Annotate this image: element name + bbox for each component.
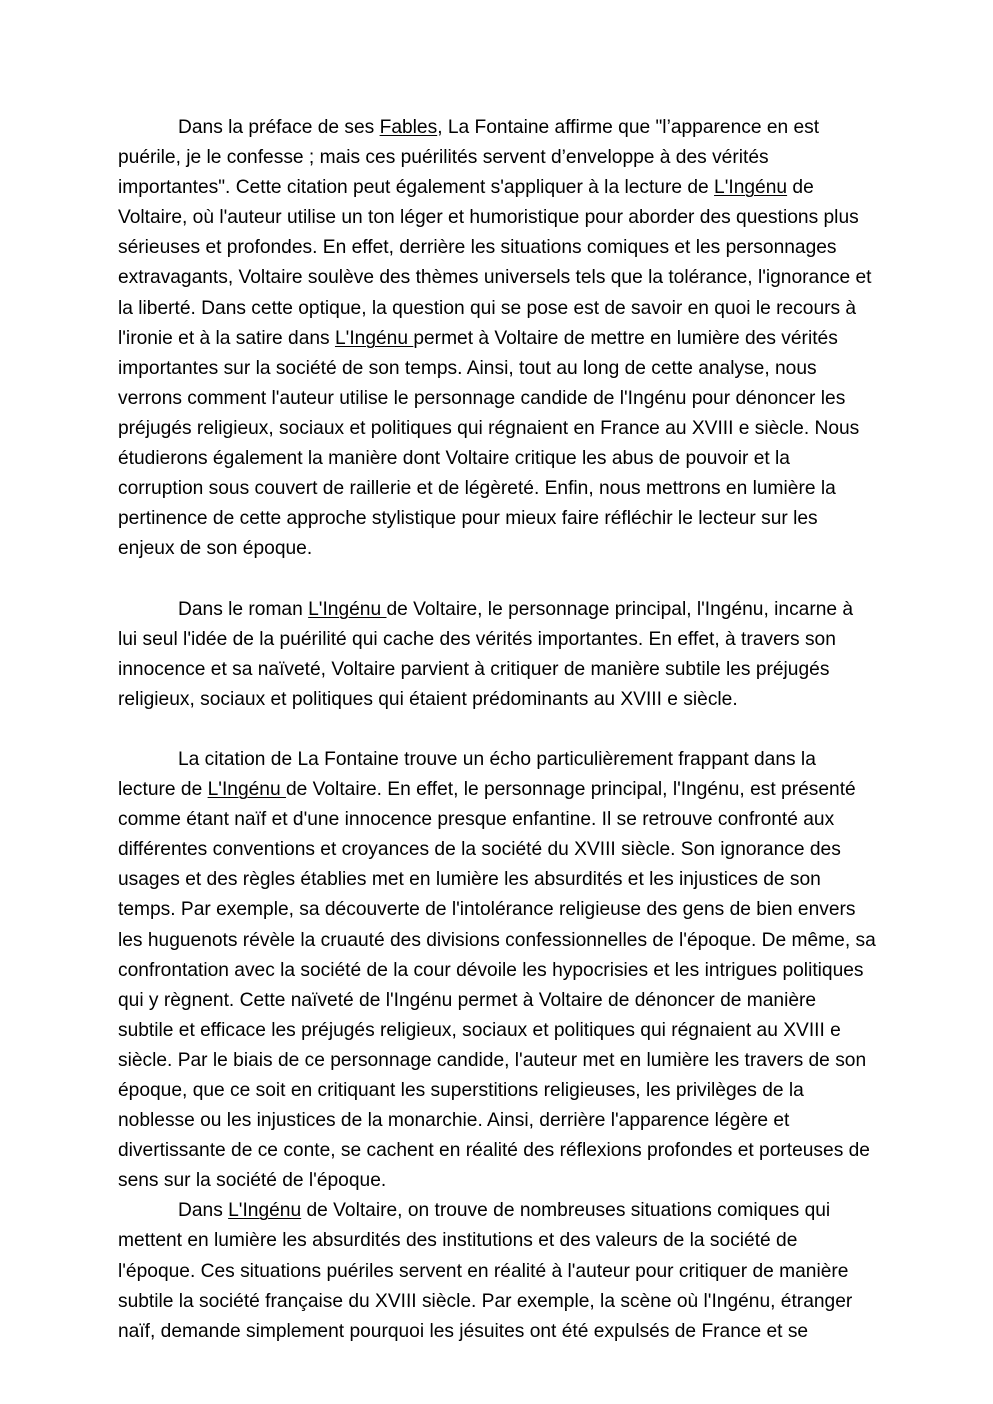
text-run: de Voltaire, le personnage principal, l'Ingénu, incarne à lui seul l'idée de la puérilité qui cache des vérités importantes. En effet, à travers son innocence et sa naïveté, Voltaire parvient à critiquer de manière subtile les préjugés religieux, sociaux et politiques qui étaient prédominants au XVIII e siècle. — [118, 598, 854, 710]
text-run: permet à Voltaire de mettre en lumière des vérités importantes sur la société de son temps. Ainsi, tout au long de cette analyse, nous verrons comment l'auteur utilise le personnage candide de l'Ingénu pour dénoncer les préjugés religieux, sociaux et politiques qui régnaient en France au XVIII e siècle. Nous étudierons également la manière dont Voltaire critique les abus de pouvoir et la corruption sous couvert de raillerie et de légèreté. Enfin, nous mettrons en lumière la pertinence de cette approche stylistique pour mieux faire réfléchir le lecteur sur les enjeux de son époque. — [118, 327, 860, 560]
underlined-title: L'Ingénu — [714, 177, 788, 199]
paragraph-intro — [118, 113, 876, 564]
paragraph-roman-personnage — [118, 595, 876, 715]
document-text-body — [118, 113, 876, 1347]
underlined-title: L'Ingénu — [334, 327, 414, 349]
text-run: de Voltaire, on trouve de nombreuses situations comiques qui mettent en lumière les absurdités des institutions et des valeurs de la société de l'époque. Ces situations puériles servent en réalité à l'auteur pour critiquer de manière subtile la société française du XVIII siècle. Par exemple, la scène où l'Ingénu, étranger naïf, demande simplement pourquoi les jésuites ont été expulsés de France et se — [118, 1200, 853, 1342]
text-run: , La Fontaine affirme que "l’apparence en est puérile, je le confesse ; mais ces puérilités servent d’enveloppe à des vérités importantes". Cette citation peut également s'appliquer à la lecture de — [118, 117, 820, 199]
paragraph-situations-comiques — [118, 1196, 876, 1346]
underlined-title: L'Ingénu — [308, 598, 387, 620]
underlined-title: L'Ingénu — [207, 779, 286, 801]
text-run: de Voltaire, où l'auteur utilise un ton léger et humoristique pour aborder des questions plus sérieuses et profondes. En effet, derrière les situations comiques et les personnages extravagants, Voltaire soulève des thèmes universels tels que la tolérance, l'ignorance et la liberté. Dans cette optique, la question qui se pose est de savoir en quoi le recours à l'ironie et à la satire dans — [118, 177, 872, 349]
text-run: de Voltaire. En effet, le personnage principal, l'Ingénu, est présenté comme étant naïf et d'une innocence presque enfantine. Il se retrouve confronté aux différentes conventions et croyances de la société du XVIII siècle. Son ignorance des usages et des règles établies met en lumière les absurdités et les injustices de son temps. Par exemple, sa découverte de l'intolérance religieuse des gens de bien envers les huguenots révèle la cruauté des divisions confessionnelles de l'époque. De même, sa confrontation avec la société de la cour dévoile les hypocrisies et les intrigues politiques qui y règnent. Cette naïveté de l'Ingénu permet à Voltaire de dénoncer de manière subtile et efficace les préjugés religieux, sociaux et politiques qui régnaient au XVIII e siècle. Par le biais de ce personnage candide, l'auteur met en lumière les travers de son époque, que ce soit en critiquant les superstitions religieuses, les privilèges de la noblesse ou les injustices de la monarchie. Ainsi, derrière l'apparence légère et divertissante de ce conte, se cachent en réalité des réflexions profondes et porteuses de sens sur la société de l'époque. — [118, 779, 876, 1192]
text-run: Dans la préface de ses — [178, 117, 380, 138]
text-run: Dans le roman — [178, 598, 309, 620]
underlined-title: L'Ingénu — [228, 1200, 302, 1222]
text-run: Dans — [178, 1200, 229, 1222]
paragraph-citation-echo — [118, 745, 876, 1196]
underlined-title: Fables — [379, 117, 438, 138]
text-run: La citation de La Fontaine trouve un écho particulièrement frappant dans la lecture de — [118, 748, 816, 801]
